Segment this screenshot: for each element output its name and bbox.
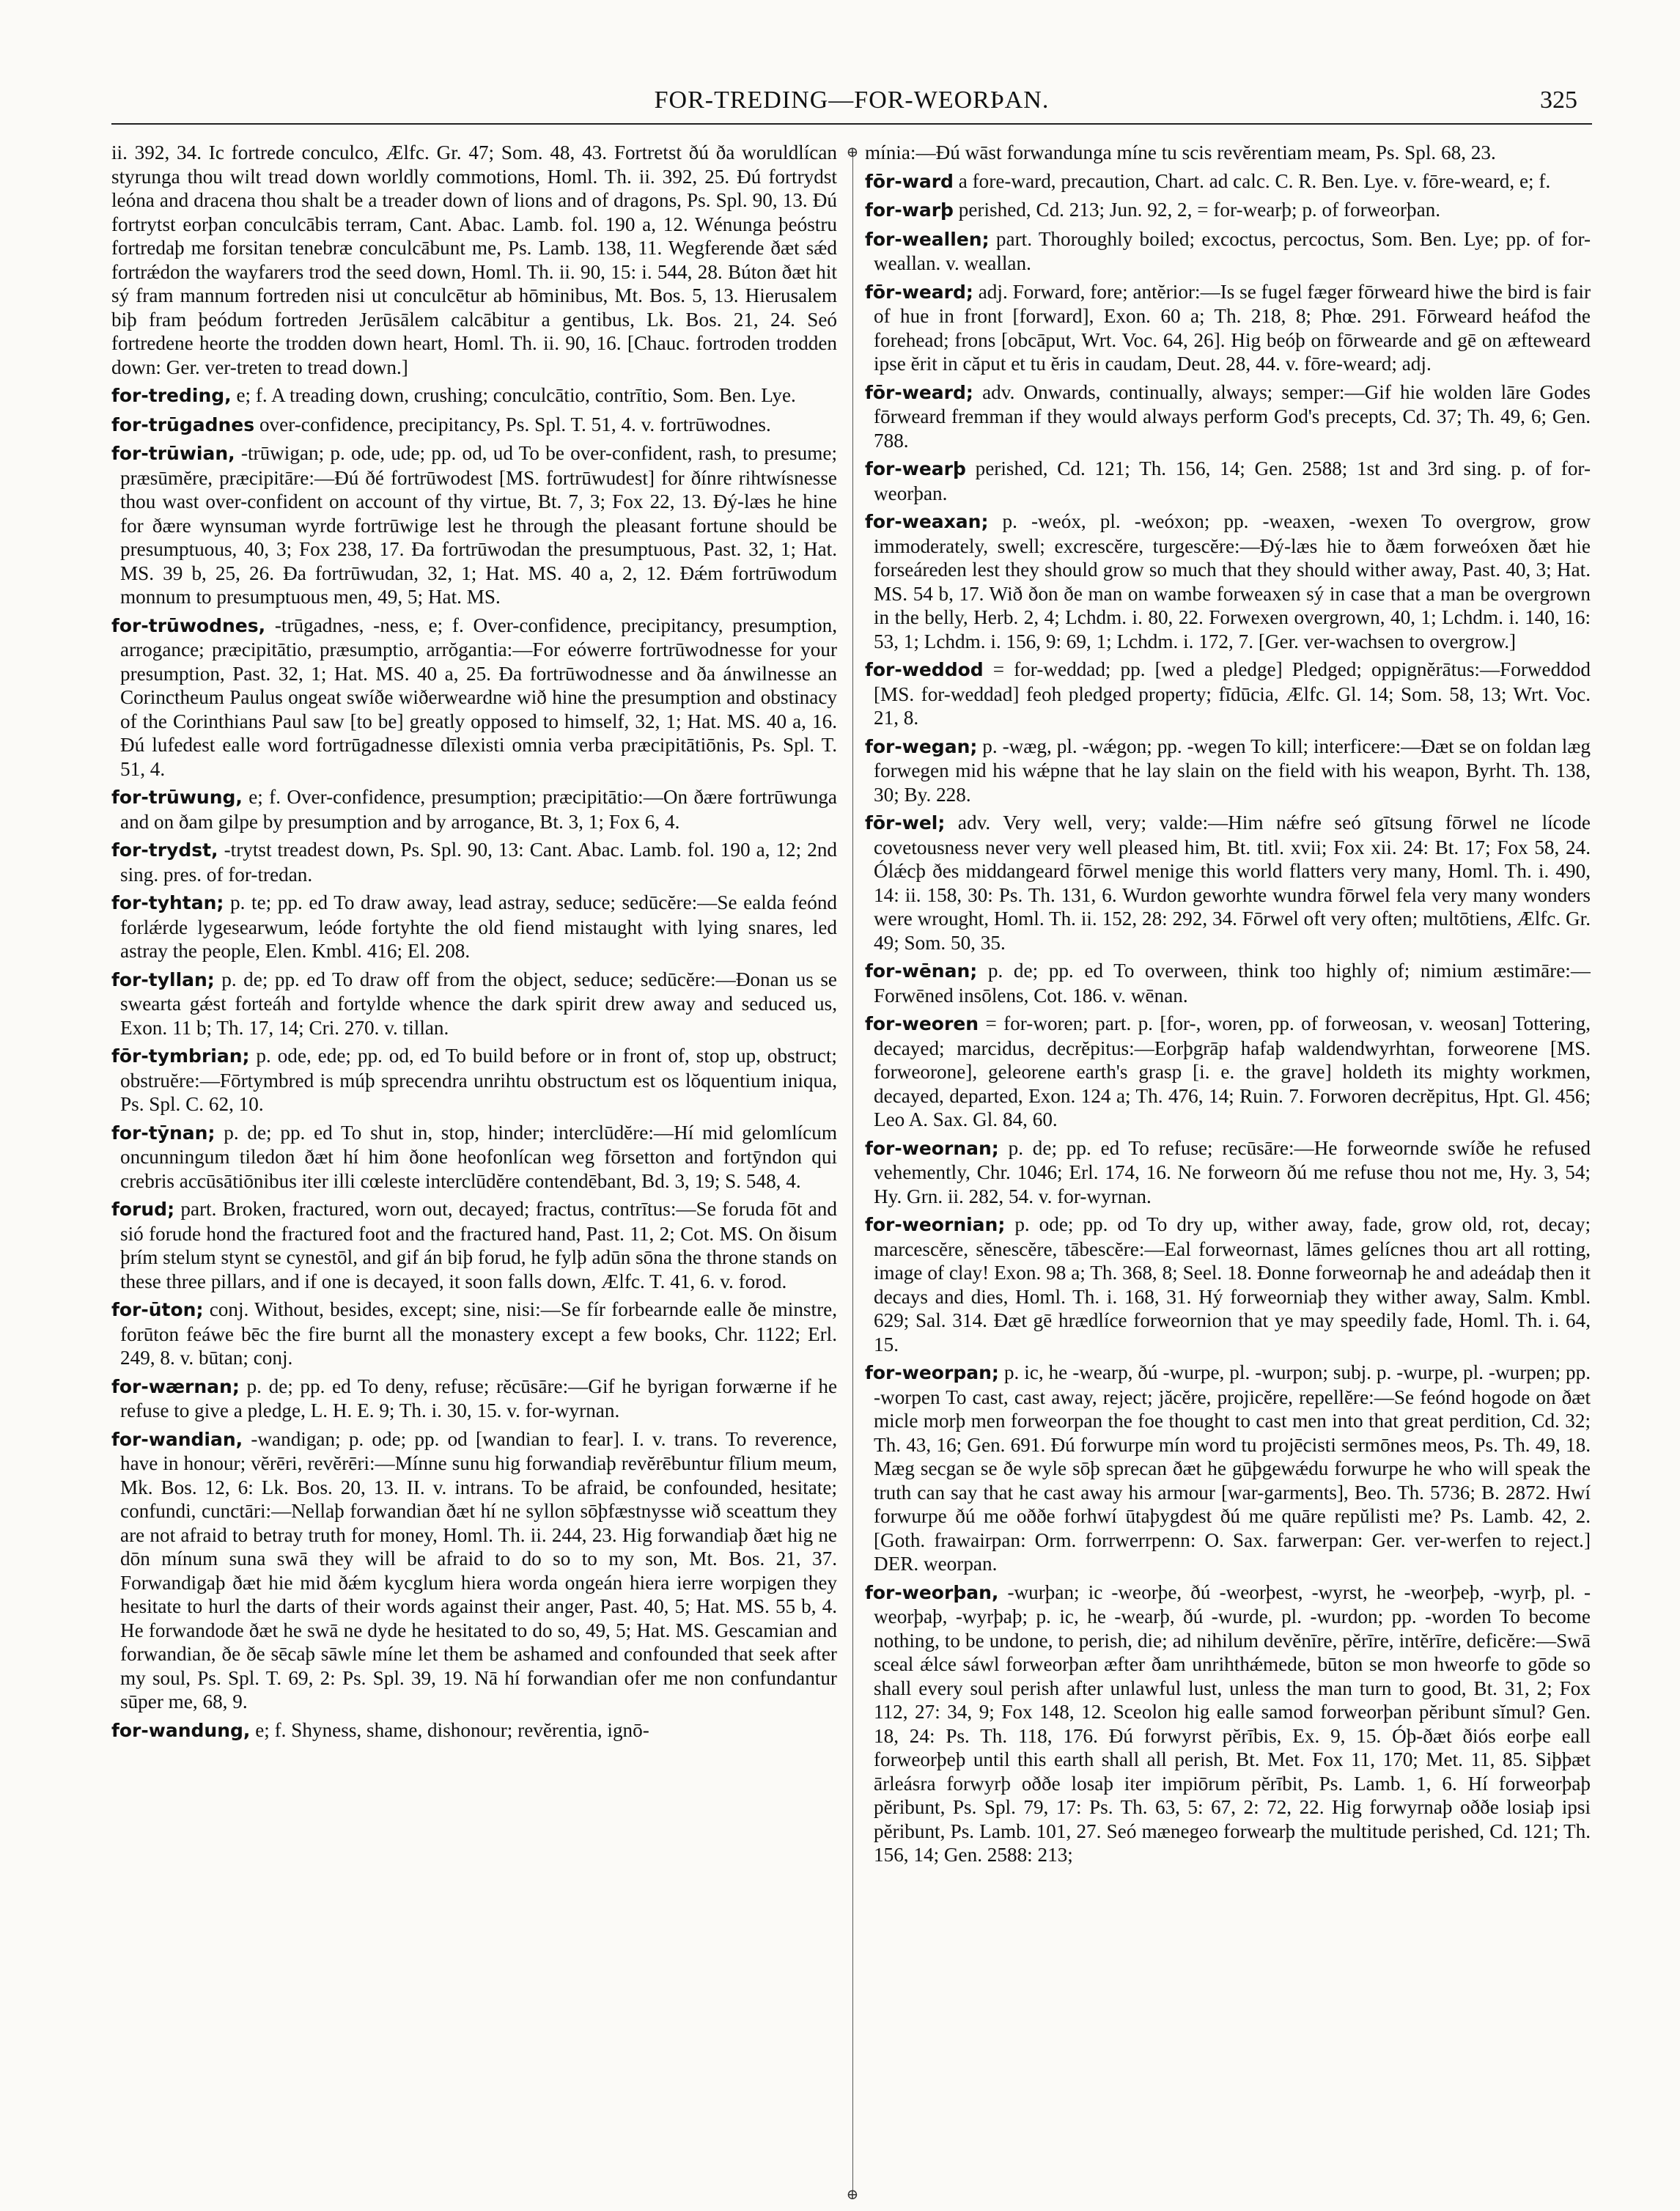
entry-headword: for-ūton; (111, 1299, 204, 1320)
header-rule (111, 123, 1592, 125)
entry-text: p. de; pp. ed To shut in, stop, hinder; interclūdĕre:—Hí mid gelomlícum oncunningum tiledon ðæt hí him ðone heofonlícan weg fōrsetton and fortȳndon qui crebris accūsātiōnibus iter illi cœleste interclūdĕre contendēbant, Bd. 3, 19; S. 548, 4. (120, 1121, 837, 1192)
dictionary-entry (865, 141, 1591, 165)
entry-headword: fōr-weard; (865, 281, 973, 303)
entry-headword: for-trūgadnes (111, 413, 255, 435)
entry-headword: for-weorþan, (865, 1581, 999, 1603)
dictionary-entry (111, 838, 837, 886)
entry-headword: for-weddod (865, 659, 984, 680)
dictionary-entry (111, 413, 837, 438)
entry-headword: for-weallen; (865, 228, 990, 250)
column-separator (852, 152, 853, 2190)
entry-text: -trytst treadest down, Ps. Spl. 90, 13: Cant. Abac. Lamb. fol. 190 a, 12; 2nd sing. pres. of for-tredan. (120, 839, 837, 886)
entry-text: p. ode; pp. od To dry up, wither away, fade, grow old, rot, decay; marcescĕre, sĕnescĕre, tābescĕre:—Eal forweornast, lāmes gelícnes thou art all rotting, image of clay! Exon. 98 a; Th. 368, 8; Seel. 18. Ðonne forweornaþ he and adeádaþ then it decays and dies, Homl. Th. i. 168, 31. Hý forweorniaþ they wither away, Salm. Kmbl. 629; Sal. 314. Ðæt gē hrædlíce forweornion that ye may speedily fade, Homl. Th. i. 64, 15. (874, 1213, 1591, 1355)
dictionary-entry (865, 380, 1591, 453)
dictionary-entry (865, 1581, 1591, 1867)
entry-text: e; f. Over-confidence, presumption; præcipitātio:—On ðære fortrūwunga and on ðam gilpe by presumption and by arrogance, Bt. 3, 1; Fox 6, 4. (120, 786, 837, 833)
dictionary-entry (111, 1427, 837, 1714)
entry-headword: fōr-wel; (865, 812, 946, 834)
entry-headword: for-tyhtan; (111, 892, 224, 913)
entry-headword: for-tȳnan; (111, 1122, 215, 1144)
entry-text: conj. Without, besides, except; sine, nisi:—Se fír forbearnde ealle ðe minstre, forūton feáwe bēc the fire burnt all the monastery except a few books, Chr. 1122; Erl. 249, 8. v. būtan; conj. (120, 1298, 837, 1369)
dictionary-entry (865, 735, 1591, 807)
entry-text: a fore-ward, precaution, Chart. ad calc. C. R. Ben. Lye. v. fōre-weard, e; f. (958, 169, 1551, 192)
entry-headword: for-wandian, (111, 1428, 243, 1450)
entry-text: part. Broken, fractured, worn out, decayed; fractus, contrītus:—Se foruda fōt and sió forude hond the fractured foot and the fractured hand, Past. 11, 2; Cot. MS. On ðisum þrím stelum stynt se cynestōl, and gif án biþ forud, he fylþ adūn sōna the throne stands on these three pillars, and if one is decayed, it soon falls down, Ælfc. T. 41, 6. v. forod. (120, 1198, 837, 1292)
dictionary-entry (865, 959, 1591, 1007)
dictionary-entry (865, 1213, 1591, 1356)
dictionary-entry (865, 1136, 1591, 1209)
entry-text: p. te; pp. ed To draw away, lead astray, seduce; sedūcĕre:—Se ealda feónd forlǽrde lygesearwum, leóde fortyhte the old fiend mistaught with lying snares, led astray the people, Elen. Kmbl. 416; El. 208. (120, 891, 837, 962)
entry-headword: for-weaxan; (865, 511, 989, 532)
dictionary-entry (111, 1044, 837, 1116)
dictionary-entry (111, 1298, 837, 1370)
entry-headword: for-wearþ (865, 458, 966, 479)
entry-text: mínia:—Ðú wāst forwandunga míne tu scis revĕrentiam meam, Ps. Spl. 68, 23. (865, 141, 1496, 163)
entry-headword: for-weornan; (865, 1137, 999, 1159)
dictionary-entry (865, 280, 1591, 376)
dictionary-entry (865, 509, 1591, 653)
entry-headword: fōr-weard; (865, 381, 973, 403)
entry-text: part. Thoroughly boiled; excoctus, percoctus, Som. Ben. Lye; pp. of for-weallan. v. weallan. (874, 227, 1591, 274)
entry-text: p. ode, ede; pp. od, ed To build before or in front of, stop up, obstruct; obstruĕre:—Fōrtymbred is múþ sprecendra unrihtu obstructum est os lŏquentium iniqua, Ps. Spl. C. 62, 10. (120, 1045, 837, 1115)
entry-headword: for-weornian; (865, 1214, 1006, 1235)
entry-text: p. -wæg, pl. -wǽgon; pp. -wegen To kill; interficere:—Ðæt se on foldan læg forwegen mid his wǽpne that he lay slain on the field with his weapon, Byrht. Th. 138, 30; By. 228. (874, 735, 1591, 806)
dictionary-entry (111, 891, 837, 963)
entry-text: e; f. A treading down, crushing; conculcātio, contrītio, Som. Ben. Lye. (236, 384, 796, 406)
dictionary-entry (865, 658, 1591, 730)
entry-headword: for-wēnan; (865, 960, 978, 982)
dictionary-entry (865, 1012, 1591, 1132)
entry-headword: for-weoren (865, 1013, 979, 1034)
dictionary-entry (111, 1121, 837, 1193)
entry-headword: for-tyllan; (111, 968, 215, 990)
dictionary-entry (865, 811, 1591, 954)
entry-text: -trūwigan; p. ode, ude; pp. od, ud To be over-confident, rash, to presume; præsūmĕre, præcipitāre:—Ðú ðé fortrūwodest [MS. fortrūwudest] for ðínre rihtwísnesse thou wast over-confident on account of thy virtue, Bt. 7, 3; Fox 22, 13. Ðý-læs he hine for ðære wynsuman wyrde fortrūwige lest he through the pleasant fortune should be presumptuous, 40, 3; Fox 238, 17. Ða fortrūwodan the presumptuous, Past. 32, 1; Hat. MS. 39 b, 25, 26. Ða fortrūwudan, 32, 1; Hat. MS. 40 a, 2, 12. Ðǽm fortrūwodum monnum to presumptuous men, 49, 5; Hat. MS. (120, 442, 837, 608)
entry-text: -wurþan; ic -weorþe, ðú -weorþest, -wyrst, he -weorþeþ, -wyrþ, pl. -weorþaþ, -wyrþaþ; p. ic, he -wearþ, ðú -wurde, pl. -wurdon; pp. -worden To become nothing, to be undone, to perish, die; ad nihilum devĕnīre, pĕrīre, intĕrīre, deficĕre:—Swā sceal ǽlce sáwl forweorþan æfter ðam unrihthǽmede, būton se mon hweorfe to gōde so shall every soul perish after unlawful lust, unless the man turn to good, Bt. 31, 2; Fox 112, 27: 34, 9; Fox 148, 12. Sceolon hig ealle samod forweorþan pĕribunt sĭmul? Gen. 18, 24: Ps. Th. 118, 176. Ðú forwyrst pĕrībis, Ex. 9, 15. Óþ-ðæt ðiós eorþe eall forweorþeþ until this earth shall all perish, Bt. Met. Fox 11, 170; Met. 11, 85. Siþþæt ārleásra forwyrþ oððe losaþ iter impiōrum pĕrībit, Ps. Lamb. 1, 6. Hí forweorþaþ pĕribunt, Ps. Spl. 79, 17: Ps. Th. 63, 5: 67, 2: 72, 22. Hig forwyrnaþ oððe losiaþ ipsi pĕribunt, Ps. Lamb. 101, 27. Seó mænegeo forwearþ the multitude perished, Cd. 121; Th. 156, 14; Gen. 2588: 213; (874, 1581, 1591, 1866)
entry-text: p. de; pp. ed To refuse; recūsāre:—He forweornde swíðe he refused vehemently, Chr. 1046; Erl. 174, 16. Ne forweorn ðú me refuse thou not me, Hy. 3, 54; Hy. Grn. ii. 282, 54. v. for-wyrnan. (874, 1136, 1591, 1207)
entry-text: p. -weóx, pl. -weóxon; pp. -weaxen, -wexen To overgrow, grow immoderately, swell; excrescĕre, turgescĕre:—Ðý-læs hie to ðæm forweóxen ðæt hie forseáreden lest they should grow so much that they should wither away, Past. 40, 3; Hat. MS. 54 b, 17. Wið ðon ðe man on wambe forweaxen sý in case that a man be overgrown in the belly, Herb. 2, 4; Lchdm. i. 80, 22. Forwexen overgrown, 40, 1; Lchdm. i. 140, 16: 53, 1; Lchdm. i. 156, 9: 69, 1; Lchdm. i. 172, 7. [Ger. ver-wachsen to overgrow.] (874, 510, 1591, 652)
entry-text: perished, Cd. 121; Th. 156, 14; Gen. 2588; 1st and 3rd sing. p. of for-weorþan. (874, 457, 1591, 504)
entry-headword: for-trūwian, (111, 443, 235, 464)
entry-text: p. ic, he -wearp, ðú -wurpe, pl. -wurpon; subj. p. -wurpe, pl. -wurpen; pp. -worpen To cast, cast away, reject; jăcĕre, projicĕre, repellĕre:—Se feónd hogode on ðæt micle morþ men forweorpan the foe thought to cast men into that great perdition, Cd. 32; Th. 43, 16; Gen. 691. Ðú forwurpe mín word tu projēcisti sermōnes meos, Ps. Th. 49, 18. Mæg secgan se ðe wyle sōþ sprecan ðæt he gūþgewǽdu forwurpe he who will speak the truth can say that he cast away his armour [war-garments], Beo. Th. 5736; B. 2872. Hwí forwurpe ðú me oððe forhwí ūtaþygdest ðú me quāre repŭlisti me? Ps. Lamb. 42, 2. [Goth. frawairpan: Orm. forrwerrpenn: O. Sax. farwerpan: Ger. ver-werfen to reject.] DER. weorpan. (874, 1361, 1591, 1575)
separator-ornament-top: ⊕ (846, 143, 859, 161)
separator-ornament-bottom: ⊕ (846, 2185, 859, 2203)
entry-headword: for-wærnan; (111, 1375, 240, 1397)
entry-headword: for-weorpan; (865, 1362, 999, 1383)
dictionary-entry (111, 785, 837, 834)
entry-text: over-confidence, precipitancy, Ps. Spl. T. 51, 4. v. fortrūwodnes. (259, 413, 771, 435)
entry-headword: fōr-tymbrian; (111, 1045, 250, 1067)
dictionary-entry (111, 441, 837, 609)
entry-text: = for-woren; part. p. [for-, woren, pp. of forweosan, v. weosan] Tottering, decayed; marcidus, decrĕpitus:—Eorþgrāp hafaþ waldendwyrhtan, forweorene [MS. forweorone], geleorene earth's grasp [i. e. the grave] holdeth its mighty workmen, decayed, departed, Exon. 124 a; Th. 476, 14; Ruin. 7. Forworen decrĕpitus, Hpt. Gl. 456; Leo A. Sax. Gl. 84, 60. (874, 1012, 1591, 1130)
entry-headword: for-trūwung, (111, 787, 243, 808)
entry-headword: for-treding, (111, 385, 232, 406)
entry-text: p. de; pp. ed To overween, think too highly of; nimium æstimāre:—Forwēned insōlens, Cot. 186. v. wēnan. (874, 960, 1591, 1007)
dictionary-entry (865, 1361, 1591, 1576)
entry-text: adv. Very well, very; valde:—Him nǽfre seó gītsung fōrwel ne lícode covetousness never very well pleased him, Bt. titl. xvii; Fox xii. 24: Bt. 17; Fox 58, 24. Ólǽcþ ðes middangeard fōrwel menige this world flatters very many, Homl. Th. i. 490, 14: ii. 158, 30: Ps. Th. 131, 6. Wurdon geworhte wundra fōrwel fela very many wonders were wrought, Homl. Th. ii. 152, 28: 292, 34. Fōrwel oft very often; multōtiens, Ælfc. Gr. 49; Som. 50, 35. (874, 812, 1591, 954)
entry-text: adj. Forward, fore; antĕrior:—Is se fugel fæger fōrweard hiwe the bird is fair of hue in front [forward], Exon. 60 a; Th. 218, 8; Phœ. 291. Fōrweard heáfod the forehead; frons [obcāput, Wrt. Voc. 64, 26]. Hig beóþ on fōrwearde and gē on æfteweard ipse ĕrit in căput et tu ĕris in caudam, Deut. 28, 44. v. fōre-weard; adj. (874, 280, 1591, 375)
entry-text: -trūgadnes, -ness, e; f. Over-confidence, precipitancy, presumption, arrogance; præcipitātio, præsumptio, arrŏgantia:—For eówerre fortrūwodnesse for your presumption, Past. 32, 1; Hat. MS. 40 a, 25. Ða fortrūwodnesse and ða ánwilnesse an Corinctheum Paulus ongeat swíðe wiðerweardne wið hine the presumption and obstinacy of the Corinthians Paul saw [to be] greatly opposed to himself, 32, 1; Hat. MS. 40 a, 16. Ðú lufedest ealle word fortrūgadnesse dīlexisti omnia verba præcipitātiōnis, Ps. Spl. T. 51, 4. (120, 614, 837, 780)
dictionary-entry (865, 227, 1591, 276)
entry-text: p. de; pp. ed To draw off from the object, seduce; sedūcĕre:—Ðonan us se swearta gǽst forteáh and fortylde whence the dark spirit drew away and seduced us, Exon. 11 b; Th. 17, 14; Cri. 270. v. tillan. (120, 968, 837, 1039)
entry-headword: fōr-ward (865, 170, 954, 192)
left-column (111, 141, 837, 2179)
page-number: 325 (1540, 87, 1577, 114)
entry-text: ii. 392, 34. Ic fortrede conculco, Ælfc. Gr. 47; Som. 48, 43. Fortretst ðú ða woruldlícan styrunga thou wilt tread down worldly commotions, Homl. Th. ii. 392, 25. Ðú fortrydst leóna and dracena thou shalt be a treader down of lions and of dragons, Ps. Spl. 90, 13. Ðú fortrytst eorþan conculcābis terram, Cant. Abac. Lamb. fol. 190 a, 12. Wénunga þeóstru fortredaþ me forsitan tenebræ conculcābunt me, Ps. Lamb. 138, 11. Wegferende ðæt sǽd fortrǽdon the wayfarers trod the seed down, Homl. Th. ii. 90, 15: i. 544, 28. Búton ðæt hit sý fram mannum fortreden nisi ut conculcētur ab hōminibus, Mt. Bos. 5, 13. Hierusalem biþ fram þeódum fortreden Jerūsālem calcābitur a gentibus, Lk. Bos. 21, 24. Seó fortredene heorte the trodden down heart, Homl. Th. ii. 90, 16. [Chauc. fortroden trodden down: Ger. ver-treten to tread down.] (111, 141, 837, 378)
dictionary-entry (111, 1375, 837, 1423)
dictionary-entry (865, 169, 1591, 194)
dictionary-entry (111, 141, 837, 379)
entry-text: e; f. Shyness, shame, dishonour; revĕrentia, ignō- (255, 1718, 649, 1741)
entry-text: adv. Onwards, continually, always; semper:—Gif hie wolden lāre Godes fōrweard fremman if they would always perform God's precepts, Cd. 37; Th. 49, 6; Gen. 788. (874, 380, 1591, 452)
running-head: FOR-TREDING—FOR-WEORÞAN. (654, 87, 1050, 114)
entry-text: perished, Cd. 213; Jun. 92, 2, = for-wearþ; p. of forweorþan. (958, 199, 1441, 221)
entry-headword: for-wegan; (865, 735, 978, 757)
entry-headword: forud; (111, 1199, 175, 1220)
entry-headword: for-wandung, (111, 1719, 251, 1741)
dictionary-entry (111, 614, 837, 781)
right-column (865, 141, 1591, 2179)
entry-headword: for-warþ (865, 199, 954, 221)
dictionary-entry (111, 968, 837, 1040)
dictionary-entry (865, 457, 1591, 505)
dictionary-entry (865, 198, 1591, 223)
entry-text: -wandigan; p. ode; pp. od [wandian to fear]. I. v. trans. To reverence, have in honour; vĕrēri, revĕrēri:—Mínne sunu hig forwandiaþ revĕrēbuntur fīlium meum, Mk. Bos. 12, 6: Lk. Bos. 20, 13. II. v. intrans. To be afraid, be confounded, hesitate; confundi, cunctāri:—Nellaþ forwandian ðæt hí ne syllon sōþfæstnysse wið sceattum they are not afraid to betray truth for money, Homl. Th. ii. 244, 23. Hig forwandiaþ ðæt hig ne dōn mínum suna swā they will be afraid to do so to my son, Mt. Bos. 21, 37. Forwandigaþ ðæt hie mid ðǽm kycglum hiera worda ongeán hiera ierre worpigen they hesitate to hurl the darts of their words against their anger, Past. 40, 5; Hat. MS. 55 b, 4. He forwandode ðæt he swā ne dyde he hesitated to do so, 49, 5; Hat. MS. Gescamian and forwandian, ðe ðe sēcaþ sāwle míne let them be ashamed and confounded that seek after my soul, Ps. Spl. T. 69, 2: Ps. Spl. 39, 19. Nā hí forwandian ofer me non confundantur sūper me, 68, 9. (120, 1427, 837, 1712)
page-header (111, 87, 1592, 123)
entry-text: = for-weddad; pp. [wed a pledge] Pledged; oppignĕrātus:—Forweddod [MS. for-weddad] feoh pledged property; fīdūcia, Ælfc. Gl. 14; Som. 58, 13; Wrt. Voc. 21, 8. (874, 658, 1591, 729)
entry-headword: for-trūwodnes, (111, 614, 266, 636)
entry-headword: for-trydst, (111, 839, 218, 861)
dictionary-entry (111, 1718, 837, 1743)
entry-text: p. de; pp. ed To deny, refuse; rĕcūsāre:—Gif he byrigan forwærne if he refuse to give a pledge, L. H. E. 9; Th. i. 30, 15. v. for-wyrnan. (120, 1375, 837, 1421)
dictionary-entry (111, 383, 837, 408)
dictionary-entry (111, 1197, 837, 1293)
